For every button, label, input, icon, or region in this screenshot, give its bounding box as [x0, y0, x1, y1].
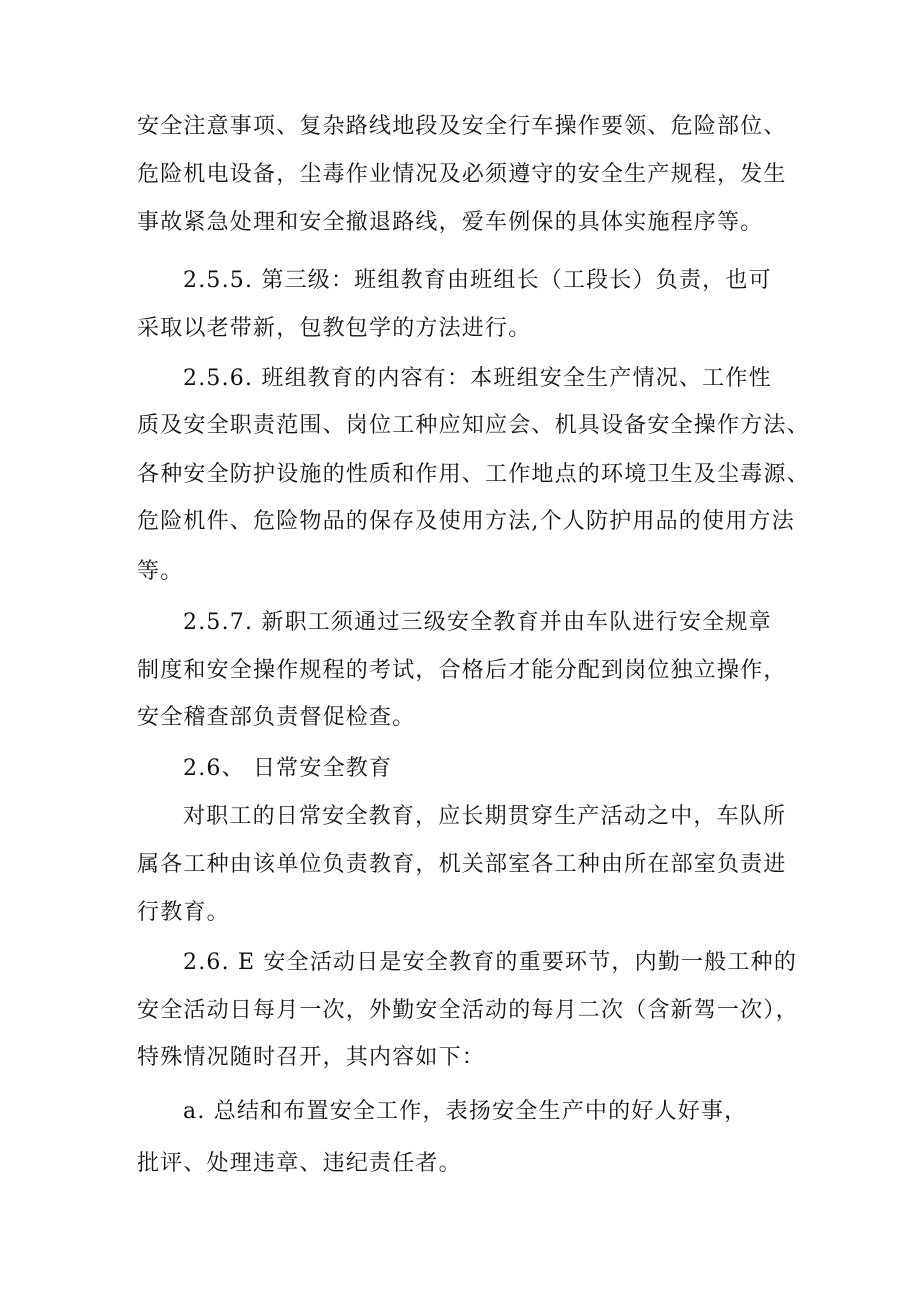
- text-line: 2.5.5. 第三级：班组教育由班组长（工段长）负责，也可: [183, 268, 772, 293]
- text-line: 各种安全防护设施的性质和作用、工作地点的环境卫生及尘毒源、: [137, 462, 810, 487]
- text-line: 采取以老带新，包教包学的方法进行。: [137, 316, 532, 341]
- text-line: 属各工种由该单位负责教育，机关部室各工种由所在部室负责进: [137, 852, 787, 877]
- text-line: 等。: [137, 559, 184, 584]
- text-line: 批评、处理违章、违纪责任者。: [137, 1151, 462, 1176]
- section-heading: 2.6、 日常安全教育: [183, 756, 393, 781]
- text-line: 安全稽查部负责督促检查。: [137, 705, 416, 730]
- text-line: 2.5.6. 班组教育的内容有：本班组安全生产情况、工作性: [183, 366, 772, 391]
- text-line: 安全活动日每月一次，外勤安全活动的每月二次（含新驾一次），: [137, 998, 799, 1023]
- text-line: 危险机电设备，尘毒作业情况及必须遵守的安全生产规程，发生: [137, 162, 787, 187]
- text-line: 2.6. E 安全活动日是安全教育的重要环节，内勤一般工种的: [183, 950, 798, 975]
- list-item: a. 总结和布置安全工作，表扬安全生产中的好人好事，: [183, 1099, 748, 1124]
- text-line: 制度和安全操作规程的考试，合格后才能分配到岗位独立操作，: [137, 658, 787, 683]
- text-line: 对职工的日常安全教育，应长期贯穿生产活动之中，车队所: [183, 804, 787, 829]
- text-line: 行教育。: [137, 900, 230, 925]
- text-line: 事故紧急处理和安全撤退路线，爱车例保的具体实施程序等。: [137, 210, 764, 235]
- text-line: 危险机件、危险物品的保存及使用方法,个人防护用品的使用方法: [137, 509, 795, 534]
- text-line: 质及安全职责范围、岗位工种应知应会、机具设备安全操作方法、: [137, 413, 810, 438]
- text-line: 2.5.7. 新职工须通过三级安全教育并由车队进行安全规章: [183, 610, 772, 635]
- text-line: 安全注意事项、复杂路线地段及安全行车操作要领、危险部位、: [137, 114, 787, 139]
- text-line: 特殊情况随时召开，其内容如下：: [137, 1045, 486, 1070]
